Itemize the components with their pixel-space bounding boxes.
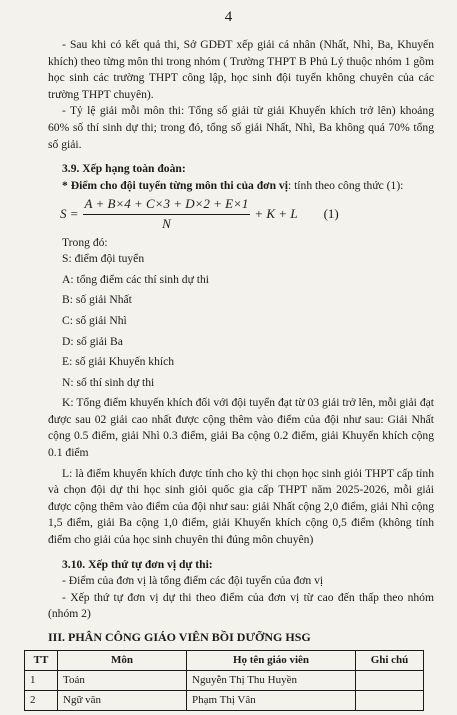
cell-subject: Toán — [58, 670, 187, 690]
definition-a: A: tổng điểm các thí sinh dự thi — [62, 272, 209, 286]
col-header-notes: Ghi chú — [356, 650, 424, 670]
cell-tt: 2 — [25, 690, 58, 710]
cell-notes — [356, 670, 424, 690]
where-label: Trong đó: — [62, 235, 108, 249]
formula-intro-bold: * Điểm cho đội tuyển từng môn thi của đơn vị — [62, 178, 288, 192]
heading-3-10: 3.10. Xếp thứ tự đơn vị dự thi: — [62, 557, 213, 571]
page-content — [30, 37, 434, 711]
cell-notes — [356, 690, 424, 710]
cell-tt: 1 — [25, 670, 58, 690]
table-header-row — [25, 650, 424, 670]
formula-numerator: A + B×4 + C×3 + D×2 + E×1 — [83, 196, 251, 215]
heading-3-9: 3.9. Xếp hạng toàn đoàn: — [62, 162, 186, 176]
formula-lhs: S = — [60, 206, 79, 222]
paragraph-award-ratio: - Tỷ lệ giải mỗi môn thi: Tổng số giải từ giải Khuyến khích trở lên) khoảng 60% số thí sinh dự thi; trong đó, tổng số giải Nhất, Nhì, Ba không quá 70% tổng số giải. — [48, 104, 434, 151]
formula-1 — [60, 196, 434, 232]
ranking-line-2: - Xếp thứ tự đơn vị dự thi theo điểm của đơn vị từ cao đến thấp theo nhóm (nhóm 2) — [48, 590, 434, 621]
formula-intro — [48, 178, 434, 195]
definition-b: B: số giải Nhất — [62, 293, 132, 307]
definition-k: K: Tổng điểm khuyến khích đối với đội tuyển đạt từ 03 giải trở lên, mỗi giải đạt được sau 02 giải cao nhất được cộng thêm vào điểm của đội như sau: Giải Nhất cộng 0.5 điểm, giải Nhì 0.3 điểm, giải Ba cộng 0.2 điểm, giải Khuyến khích cộng 0.1 điểm — [48, 396, 434, 460]
definition-n: N: số thí sinh dự thi — [62, 375, 155, 389]
cell-teacher: Nguyễn Thị Thu Huyền — [187, 670, 356, 690]
table-row — [25, 670, 424, 690]
definition-l: L: là điểm khuyến khích được tính cho kỳ thi chọn học sinh giỏi THPT cấp tỉnh và chọn đội dự thi học sinh giỏi quốc gia cấp THPT năm 2025-2026, mỗi giải được cộng thêm vào điểm của đội như sau: giải Nhất cộng 2,0 điểm, giải Nhì cộng 1,5 điểm, giải Ba cộng 1,0 điểm, giải Khuyến khích cộng 0,5 điểm (không tính điểm cho giải của học sinh chuyên thi đúng môn chuyên) — [48, 466, 434, 547]
cell-subject: Ngữ văn — [58, 690, 187, 710]
formula-intro-rest: : tính theo công thức (1): — [287, 178, 404, 192]
cell-teacher: Phạm Thị Vân — [187, 690, 356, 710]
teacher-assignment-table — [24, 650, 424, 711]
formula-tag: (1) — [323, 206, 339, 222]
page-number: 4 — [224, 9, 233, 25]
formula-tail: + K + L — [254, 206, 298, 222]
paragraph-award-ranking: - Sau khi có kết quả thi, Sở GDĐT xếp giải cá nhân (Nhất, Nhì, Ba, Khuyến khích) theo từng môn thi trong nhóm ( Trường THPT B Phủ Lý thuộc nhóm 1 gồm học sinh các trường THPT công lập, học sinh đội tuyển không chuyên của các trường THPT chuyên). — [48, 38, 434, 101]
heading-section-iii: III. PHÂN CÔNG GIÁO VIÊN BỒI DƯỠNG HSG — [48, 630, 311, 644]
formula-fraction — [83, 196, 251, 232]
col-header-subject: Môn — [58, 650, 187, 670]
definition-d: D: số giải Ba — [62, 334, 123, 348]
ranking-line-1: - Điểm của đơn vị là tổng điểm các đội tuyển của đơn vị — [62, 574, 324, 588]
col-header-teacher: Họ tên giáo viên — [187, 650, 356, 670]
definition-c: C: số giải Nhì — [62, 313, 127, 327]
table-row — [25, 690, 424, 710]
col-header-tt: TT — [25, 650, 58, 670]
definition-s: S: điểm đội tuyển — [62, 252, 145, 266]
formula-denominator: N — [162, 215, 171, 231]
definition-e: E: số giải Khuyến khích — [62, 355, 175, 369]
